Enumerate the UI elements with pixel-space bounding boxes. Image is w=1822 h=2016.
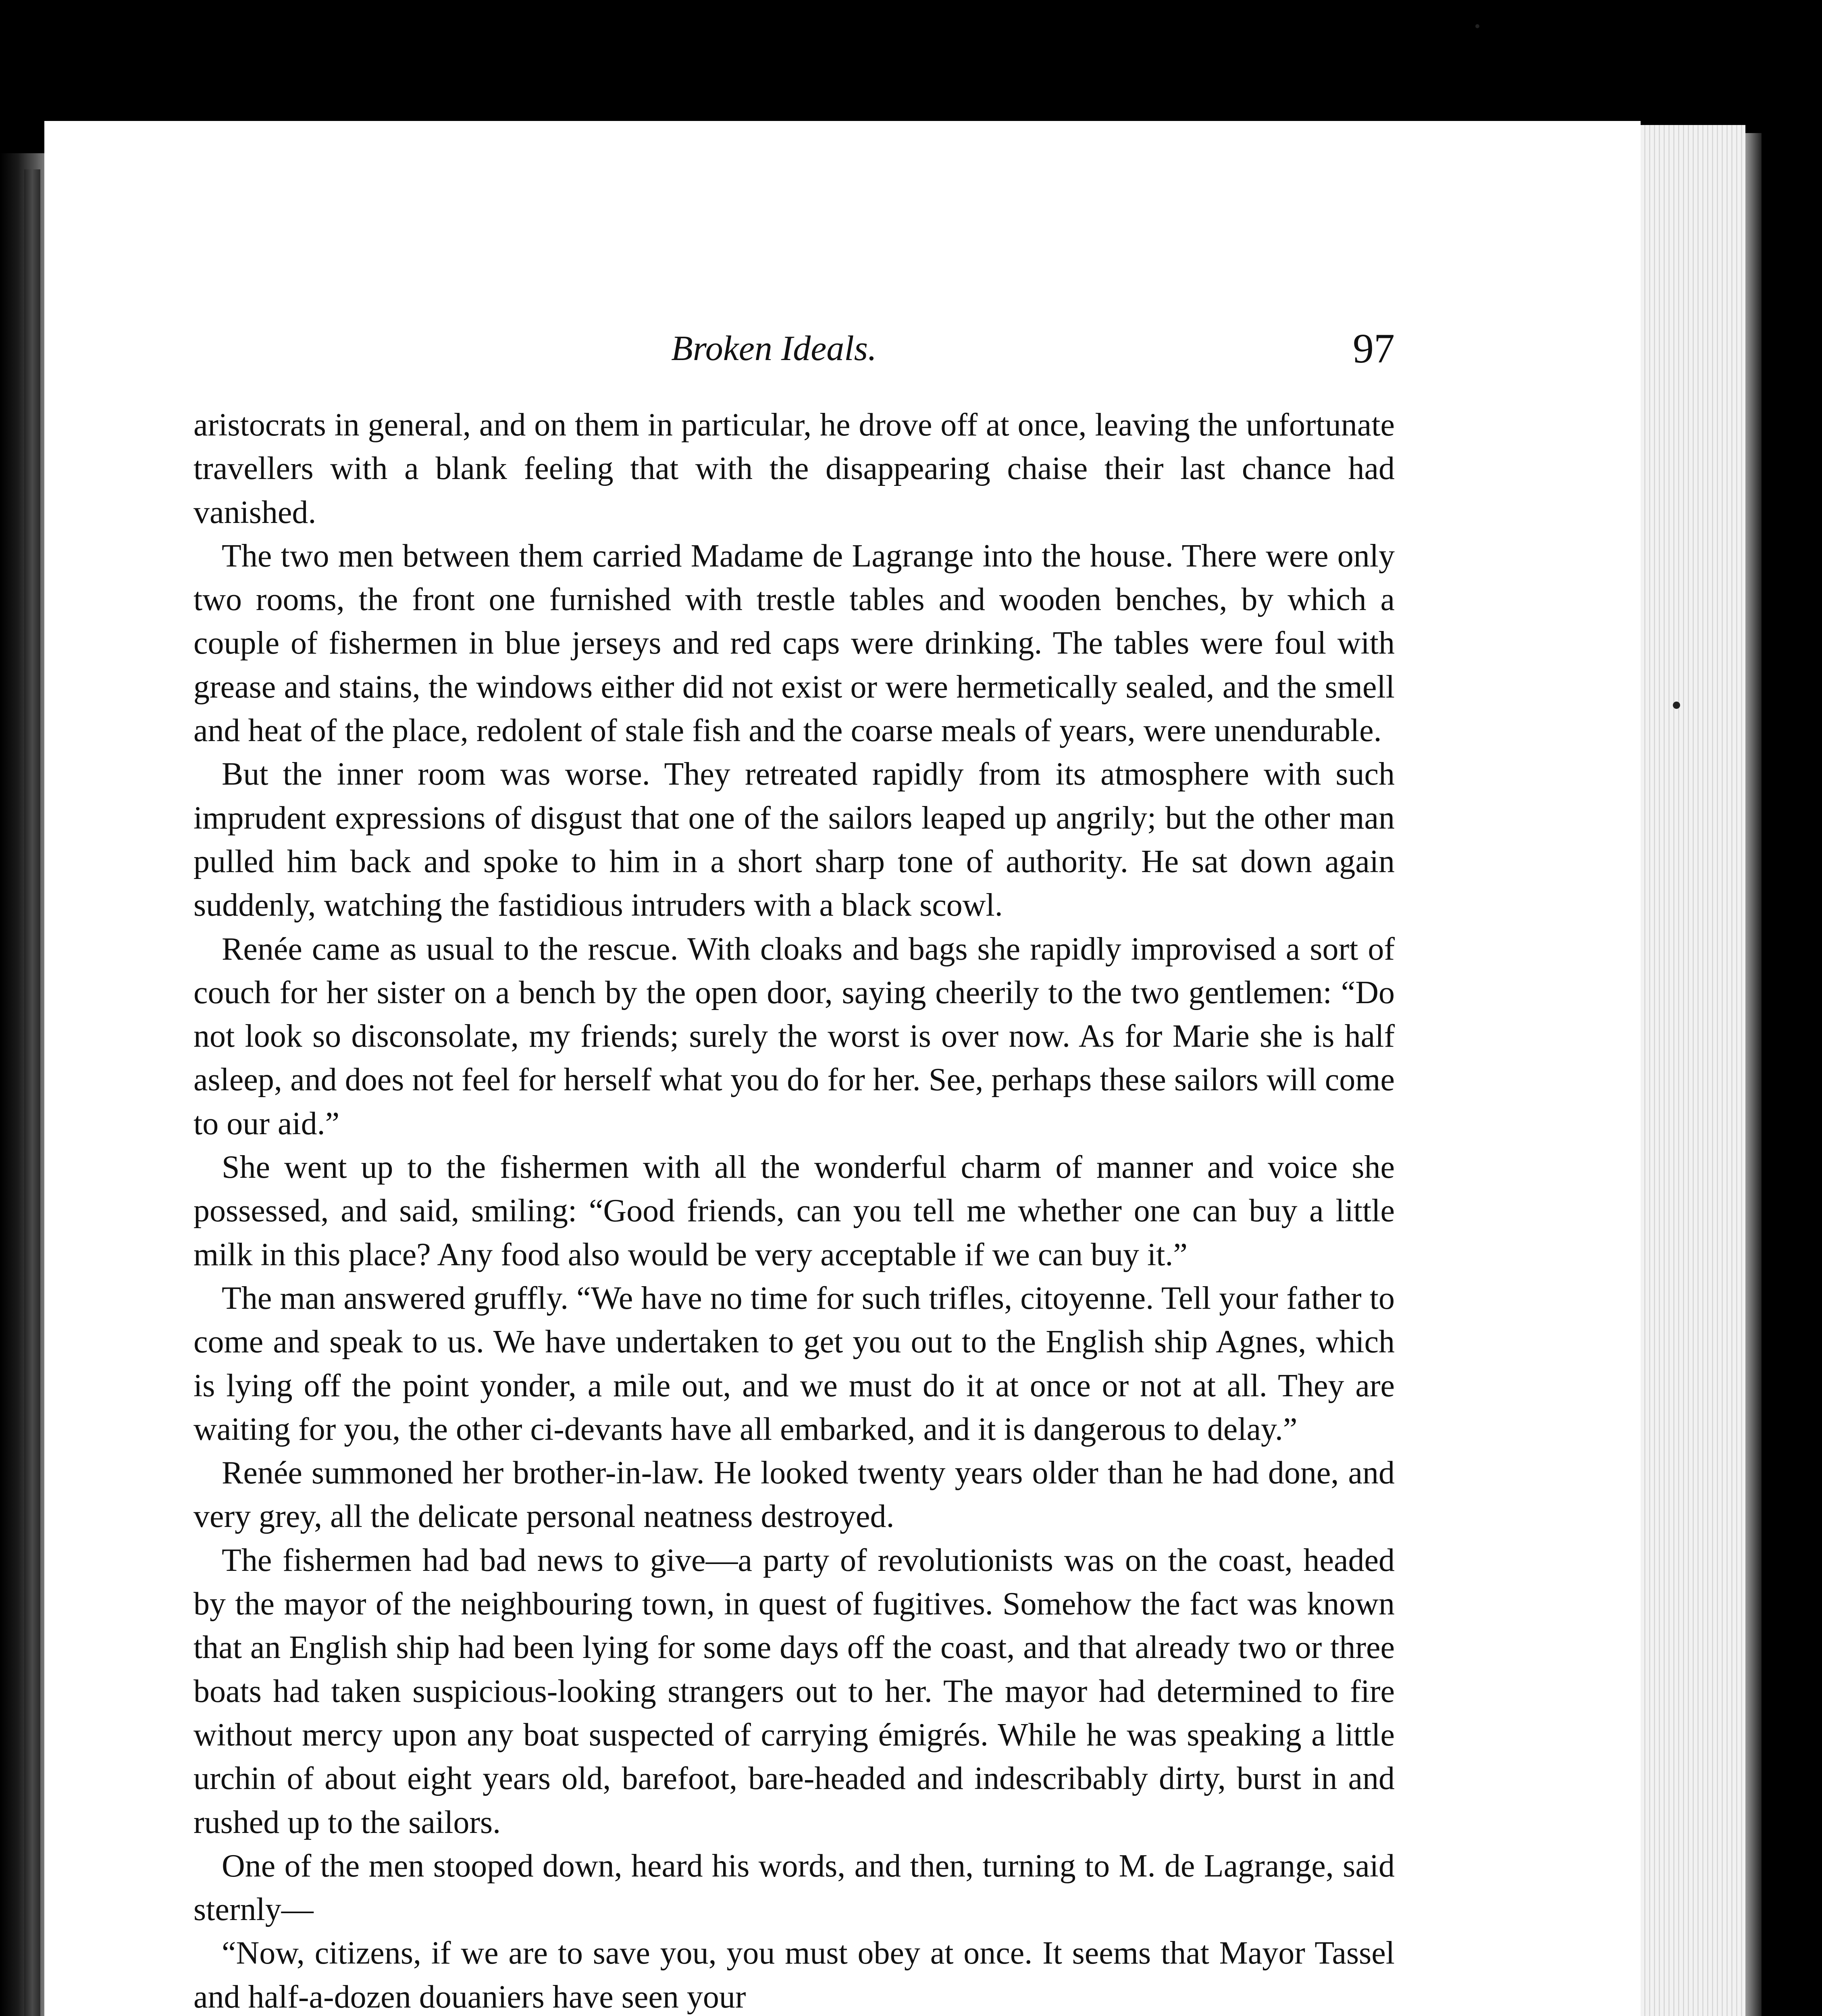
paragraph: Renée came as usual to the rescue. With cloaks and bags she rapidly improvised a sort of couch for her sister on a bench by the open door, saying cheerily to the two gentlemen: “Do not look so disconsolate, my friends; surely the worst is over now. As for Marie she is half asleep, and does not feel for herself what you do for her. See, perhaps these sailors will come to our aid.” [193, 931, 1395, 1141]
paragraph: aristocrats in general, and on them in particular, he drove off at once, leaving the unfortunate travellers with a blank feeling that with the disappearing chaise their last chance had vanished. [193, 407, 1395, 530]
paragraph: Renée summoned her brother-in-law. He looked twenty years older than he had done, and very grey, all the delicate personal neatness destroyed. [193, 1455, 1395, 1535]
dust-speck [1673, 702, 1680, 709]
paragraph: One of the men stooped down, heard his words, and then, turning to M. de Lagrange, said sternly— [193, 1848, 1395, 1928]
paragraph: The fishermen had bad news to give—a party of revolutionists was on the coast, headed by the mayor of the neighbouring town, in quest of fugitives. Somehow the fact was known that an English ship had been lying for some days off the coast, and that already two or three boats had taken suspicious-looking strangers out to her. The mayor had determined to fire without mercy upon any boat suspected of carrying émigrés. While he was speaking a little urchin of about eight years old, barefoot, bare-headed and indescribably dirty, burst in and rushed up to the sailors. [193, 1542, 1395, 1840]
paragraph: The two men between them carried Madame de Lagrange into the house. There were only two rooms, the front one furnished with trestle tables and wooden benches, by which a couple of fishermen in blue jerseys and red caps were drinking. The tables were foul with grease and stains, the windows either did not exist or were hermetically sealed, and the smell and heat of the place, redolent of stale fish and the coarse meals of years, were unendurable. [193, 538, 1395, 749]
page-fore-edge [1641, 125, 1745, 2016]
book-binding-edge [24, 169, 40, 2016]
paragraph: But the inner room was worse. They retreated rapidly from its atmosphere with such imprudent expressions of disgust that one of the sailors leaped up angrily; but the other man pulled him back and spoke to him in a short sharp tone of authority. He sat down again suddenly, watching the fastidious intruders with a black scowl. [193, 756, 1395, 923]
dust-speck [1475, 24, 1479, 28]
paragraph: The man answered gruffly. “We have no time for such trifles, citoyenne. Tell your father to come and speak to us. We have undertaken to get you out to the English ship Agnes, which is lying off the point yonder, a mile out, and we must do it at once or not at all. They are waiting for you, the other ci-devants have all embarked, and it is dangerous to delay.” [193, 1280, 1395, 1447]
page-header [153, 319, 1395, 379]
body-text [193, 403, 1395, 2016]
page-number: 97 [1353, 325, 1395, 372]
running-title: Broken Ideals. [671, 329, 877, 368]
paragraph: She went up to the fishermen with all the wonderful charm of manner and voice she possessed, and said, smiling: “Good friends, can you tell me whether one can buy a little milk in this place? Any food also would be very acceptable if we can buy it.” [193, 1150, 1395, 1272]
paragraph: “Now, citizens, if we are to save you, you must obey at once. It seems that Mayor Tassel and half-a-dozen douaniers have seen your [193, 1935, 1395, 2015]
page-fore-edge-shadow [1745, 133, 1762, 2016]
